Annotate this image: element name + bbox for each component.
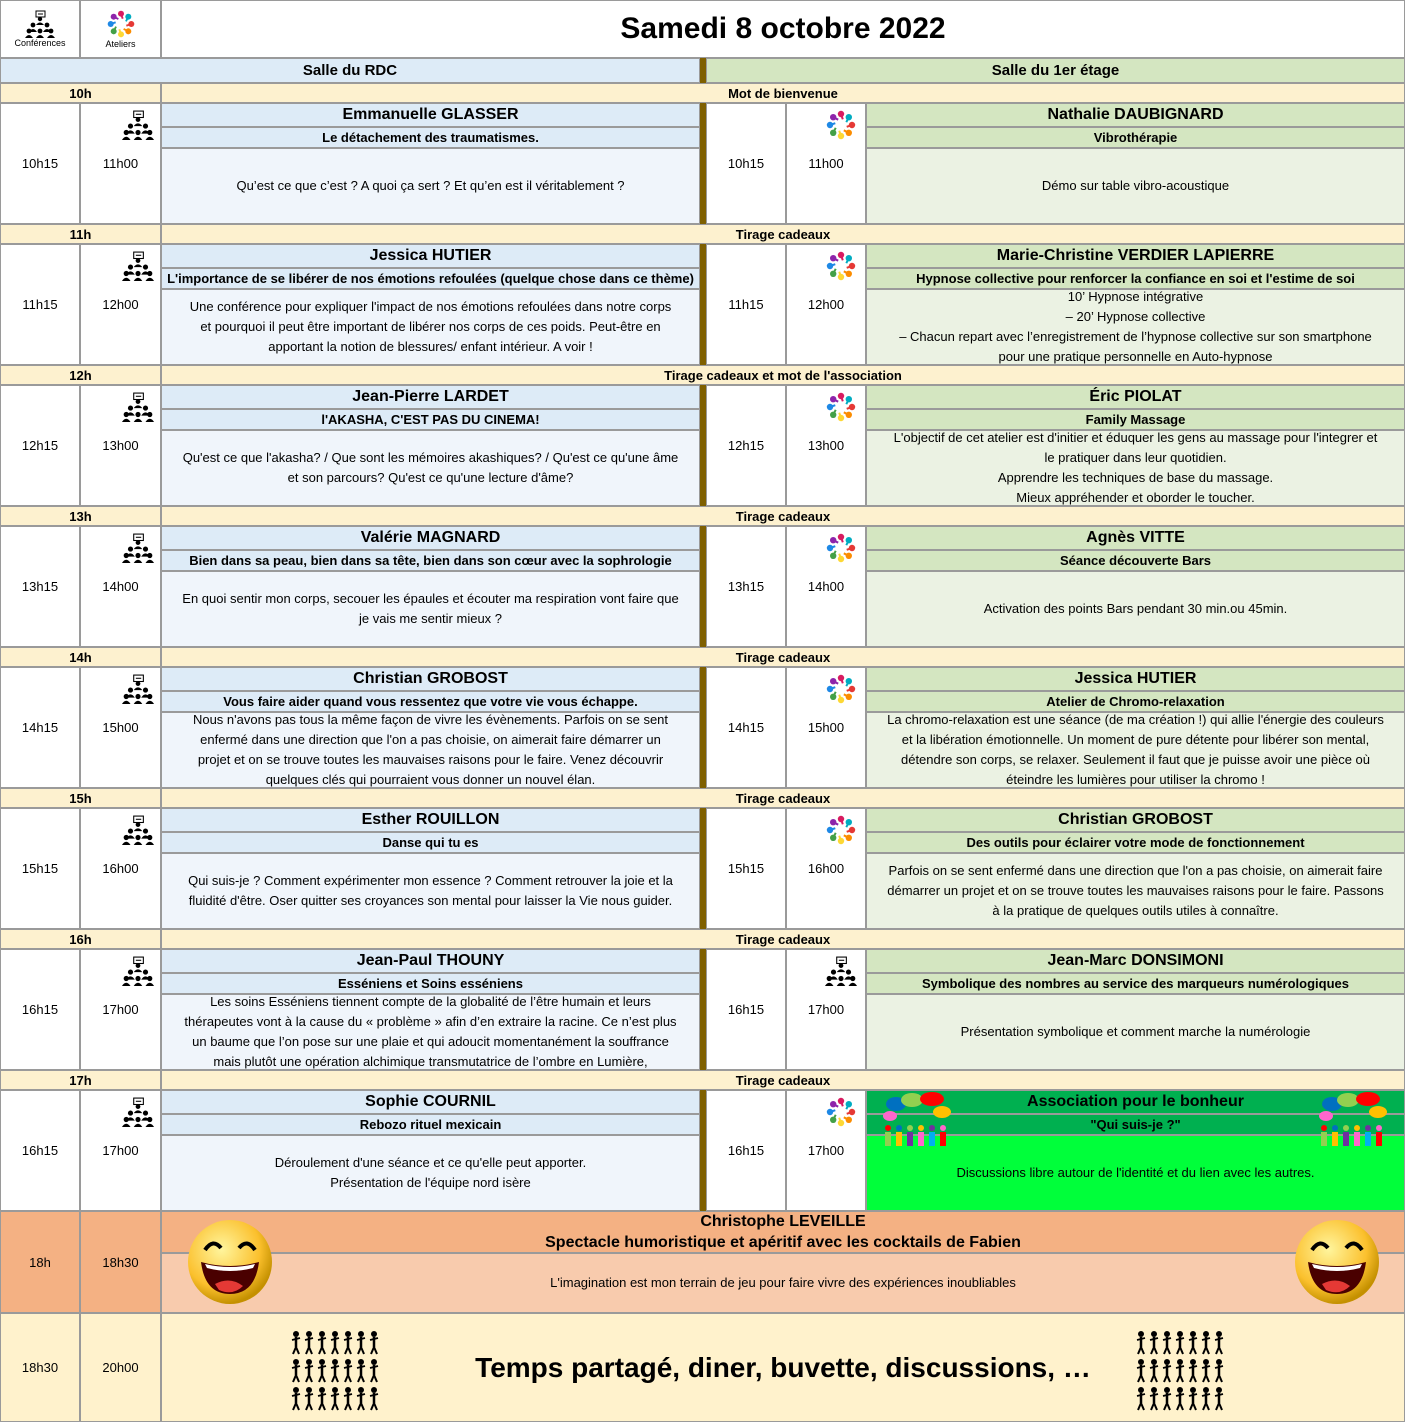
description-line: Parfois on se sent enfermé dans une direction que l'on a pas choisie, on aimerait faire [888, 863, 1383, 878]
hour-label: 14h [0, 647, 161, 667]
right-start-time: 16h15 [706, 1090, 786, 1211]
page-title: Samedi 8 octobre 2022 [161, 0, 1405, 58]
right-description [866, 148, 1405, 224]
hour-band-text: Tirage cadeaux [161, 224, 1405, 244]
show-speaker: Christophe LEVEILLE [700, 1213, 866, 1230]
conference-icon [120, 1096, 156, 1128]
description-line: – 20’ Hypnose collective [1065, 309, 1206, 324]
left-start-time: 15h15 [0, 808, 80, 929]
show-end-time: 18h30 [80, 1211, 161, 1313]
right-start-time: 12h15 [706, 385, 786, 506]
left-description [161, 148, 700, 224]
left-end-time: 11h00 [80, 103, 161, 224]
left-topic: Le détachement des traumatismes. [161, 127, 700, 148]
hour-band-text: Tirage cadeaux [161, 1070, 1405, 1090]
hour-label: 17h [0, 1070, 161, 1090]
description-line: Qui suis-je ? Comment expérimenter mon essence ? Comment retrouver la joie et la [188, 873, 673, 888]
right-topic: Vibrothérapie [866, 127, 1405, 148]
left-topic: L'importance de se libérer de nos émotions refoulées (quelque chose dans ce thème) [161, 268, 700, 289]
speech-bubbles-icon [1318, 1092, 1388, 1148]
show-description: L'imagination est mon terrain de jeu pour faire vivre des expériences inoubliables [161, 1253, 1405, 1313]
crowd-icon [290, 1326, 382, 1412]
left-end-time: 15h00 [80, 667, 161, 788]
left-topic: Esséniens et Soins esséniens [161, 973, 700, 994]
right-speaker: Agnès VITTE [866, 526, 1405, 550]
hour-label: 10h [0, 83, 161, 103]
right-end-time: 16h00 [786, 808, 866, 929]
atelier-icon [823, 249, 859, 283]
left-end-time: 13h00 [80, 385, 161, 506]
left-description [161, 712, 700, 788]
hour-label: 11h [0, 224, 161, 244]
hour-band-text: Mot de bienvenue [161, 83, 1405, 103]
atelier-icon [823, 531, 859, 565]
show-topic: Spectacle humoristique et apéritif avec les cocktails de Fabien [545, 1234, 1021, 1251]
description-line: Qu’est ce que c’est ? A quoi ça sert ? Et qu’en est il véritablement ? [236, 178, 625, 193]
right-topic: Atelier de Chromo-relaxation [866, 691, 1405, 712]
atelier-icon [823, 108, 859, 142]
left-description [161, 430, 700, 506]
hour-band-text: Tirage cadeaux et mot de l'association [161, 365, 1405, 385]
description-line: un baume que l’on pose sur une plaie et qui adoucit momentanément la souffrance [192, 1034, 669, 1049]
right-start-time: 11h15 [706, 244, 786, 365]
atelier-icon [823, 813, 859, 847]
hour-label: 16h [0, 929, 161, 949]
left-end-time: 16h00 [80, 808, 161, 929]
atelier-icon [105, 9, 137, 39]
hour-band-text: Tirage cadeaux [161, 788, 1405, 808]
closing-end-time: 20h00 [80, 1313, 161, 1422]
description-line: je vais me sentir mieux ? [358, 611, 503, 626]
description-line: Mieux appréhender et oborder le toucher. [1016, 490, 1255, 505]
description-line: Apprendre les techniques de base du massage. [997, 470, 1274, 485]
left-end-time: 17h00 [80, 1090, 161, 1211]
description-line: thérapeutes vont à la cause du « problème » afin d’en extraire la racine. Ce n’est plus [184, 1014, 677, 1029]
conference-icon [120, 814, 156, 846]
right-topic: Séance découverte Bars [866, 550, 1405, 571]
atelier-icon [823, 1095, 859, 1129]
description-line: Déroulement d'une séance et ce qu'elle peut apporter. [274, 1155, 587, 1170]
legend-ateliers [80, 0, 161, 58]
conference-icon [120, 109, 156, 141]
description-line: projet et on se trouve toutes les mauvaises raisons pour le faire. Venez découvrir [197, 752, 664, 767]
right-speaker: Marie-Christine VERDIER LAPIERRE [866, 244, 1405, 268]
right-start-time: 13h15 [706, 526, 786, 647]
description-line: Activation des points Bars pendant 30 min.ou 45min. [983, 601, 1288, 616]
right-description [866, 712, 1405, 788]
left-start-time: 16h15 [0, 1090, 80, 1211]
description-line: apportant la notion de blessures/ enfant intérieur. A voir ! [268, 339, 593, 354]
description-line: et son parcours? Qu'est ce qu'une lecture d'âme? [287, 470, 574, 485]
description-line: Présentation symbolique et comment marche la numérologie [960, 1024, 1311, 1039]
description-line: Présentation de l'équipe nord isère [330, 1175, 531, 1190]
laughing-smiley-icon [185, 1218, 275, 1306]
left-description [161, 289, 700, 365]
left-topic: Bien dans sa peau, bien dans sa tête, bien dans son cœur avec la sophrologie [161, 550, 700, 571]
right-speaker: Jean-Marc DONSIMONI [866, 949, 1405, 973]
right-start-time: 14h15 [706, 667, 786, 788]
atelier-icon [823, 390, 859, 424]
hour-label: 12h [0, 365, 161, 385]
left-speaker: Sophie COURNIL [161, 1090, 700, 1114]
description-line: et pourquoi il peut être important de libérer nos corps de ces poids. Peut-être en [200, 319, 661, 334]
right-speaker: Christian GROBOST [866, 808, 1405, 832]
hour-band-text: Tirage cadeaux [161, 647, 1405, 667]
left-topic: Vous faire aider quand vous ressentez que votre vie vous échappe. [161, 691, 700, 712]
hour-band-text: Tirage cadeaux [161, 506, 1405, 526]
room-header-right: Salle du 1er étage [706, 58, 1405, 83]
right-topic: Des outils pour éclairer votre mode de fonctionnement [866, 832, 1405, 853]
left-speaker: Emmanuelle GLASSER [161, 103, 700, 127]
right-end-time: 17h00 [786, 1090, 866, 1211]
right-end-time: 12h00 [786, 244, 866, 365]
right-description [866, 430, 1405, 506]
left-speaker: Jessica HUTIER [161, 244, 700, 268]
description-line: L'objectif de cet atelier est d'initier et éduquer les gens au massage pour l'integrer et [893, 430, 1378, 445]
legend-conferences-label: Conférences [14, 38, 66, 48]
right-speaker: Association pour le bonheur [866, 1090, 1405, 1114]
description-line: détendre son corps, se relaxer. Seulement il faut que je puisse avoir une pièce où [900, 752, 1370, 767]
conference-icon [25, 10, 55, 38]
show-start-time: 18h [0, 1211, 80, 1313]
description-line: Les soins Esséniens tiennent compte de la globalité de l’être humain et leurs [210, 994, 651, 1009]
conference-icon [120, 955, 156, 987]
right-topic: Hypnose collective pour renforcer la confiance en soi et l'estime de soi [866, 268, 1405, 289]
left-start-time: 11h15 [0, 244, 80, 365]
description-line: éteindre les lumières pour utiliser la chromo ! [1006, 772, 1265, 787]
left-end-time: 12h00 [80, 244, 161, 365]
right-start-time: 16h15 [706, 949, 786, 1070]
left-end-time: 14h00 [80, 526, 161, 647]
description-line: 10’ Hypnose intégrative [1067, 289, 1204, 304]
conference-icon [120, 673, 156, 705]
description-line: et la libération émotionnelle. Un moment de pure détente pour libérer son mental, [901, 732, 1370, 747]
left-description [161, 853, 700, 929]
left-speaker: Esther ROUILLON [161, 808, 700, 832]
right-topic: Family Massage [866, 409, 1405, 430]
speech-bubbles-icon [882, 1092, 952, 1148]
right-description [866, 853, 1405, 929]
closing-start-time: 18h30 [0, 1313, 80, 1422]
right-end-time: 17h00 [786, 949, 866, 1070]
right-description [866, 571, 1405, 647]
conference-icon [120, 250, 156, 282]
left-topic: l'AKASHA, C'EST PAS DU CINEMA! [161, 409, 700, 430]
left-topic: Rebozo rituel mexicain [161, 1114, 700, 1135]
left-speaker: Jean-Paul THOUNY [161, 949, 700, 973]
laughing-smiley-icon [1292, 1218, 1382, 1306]
right-description [866, 994, 1405, 1070]
description-line: Nous n'avons pas tous la même façon de vivre les évènements. Parfois on se sent [192, 712, 669, 727]
description-line: le pratiquer dans leur quotidien. [1044, 450, 1227, 465]
left-description [161, 994, 700, 1070]
conference-icon [120, 532, 156, 564]
left-start-time: 13h15 [0, 526, 80, 647]
left-end-time: 17h00 [80, 949, 161, 1070]
show-header [161, 1211, 1405, 1253]
right-speaker: Nathalie DAUBIGNARD [866, 103, 1405, 127]
description-line: Qu'est ce que l'akasha? / Que sont les mémoires akashiques? / Qu'est ce qu'une âme [182, 450, 679, 465]
description-line: démarrer un projet et on se trouve toutes les mauvaises raisons pour le faire. Passons [887, 883, 1384, 898]
right-end-time: 15h00 [786, 667, 866, 788]
description-line: fluidité d'être. Oser quitter ses croyances son mental pour laisser la Vie nous guider. [188, 893, 673, 908]
hour-label: 13h [0, 506, 161, 526]
left-speaker: Christian GROBOST [161, 667, 700, 691]
left-description [161, 571, 700, 647]
left-topic: Danse qui tu es [161, 832, 700, 853]
legend-conferences [0, 0, 80, 58]
closing-text: Temps partagé, diner, buvette, discussions, … [161, 1313, 1405, 1422]
description-line: Une conférence pour expliquer l'impact de nos émotions refoulées dans notre corps [189, 299, 672, 314]
description-line: pour une pratique personnelle en Auto-hypnose [998, 349, 1273, 364]
description-line: Discussions libre autour de l'identité et du lien avec les autres. [956, 1165, 1315, 1180]
left-start-time: 14h15 [0, 667, 80, 788]
right-end-time: 11h00 [786, 103, 866, 224]
column-separator [700, 58, 706, 83]
description-line: enfermé dans une direction que l'on a pas choisie, on aimerait faire démarrer un [200, 732, 661, 747]
room-header-left: Salle du RDC [0, 58, 700, 83]
right-topic: "Qui suis-je ?" [866, 1114, 1405, 1135]
description-line: Démo sur table vibro-acoustique [1041, 178, 1230, 193]
right-start-time: 10h15 [706, 103, 786, 224]
atelier-icon [823, 672, 859, 706]
right-end-time: 14h00 [786, 526, 866, 647]
left-start-time: 16h15 [0, 949, 80, 1070]
crowd-icon [1135, 1326, 1227, 1412]
conference-icon [823, 954, 859, 988]
left-description [161, 1135, 700, 1211]
right-speaker: Éric PIOLAT [866, 385, 1405, 409]
description-line: mais plutôt une opération alchimique transmutatrice de l’ombre en Lumière, [213, 1054, 648, 1069]
right-start-time: 15h15 [706, 808, 786, 929]
right-end-time: 13h00 [786, 385, 866, 506]
left-speaker: Jean-Pierre LARDET [161, 385, 700, 409]
description-line: La chromo-relaxation est une séance (de ma création !) qui allie l'énergie des couleurs [887, 712, 1384, 727]
conference-icon [120, 391, 156, 423]
left-start-time: 10h15 [0, 103, 80, 224]
description-line: à la pratique de quelques outils utiles à connaître. [992, 903, 1279, 918]
legend-ateliers-label: Ateliers [105, 39, 136, 49]
right-topic: Symbolique des nombres au service des marqueurs numérologiques [866, 973, 1405, 994]
description-line: En quoi sentir mon corps, secouer les épaules et écouter ma respiration vont faire que [182, 591, 679, 606]
left-start-time: 12h15 [0, 385, 80, 506]
description-line: quelques clés qui pourraient vous donner un nouvel élan. [265, 772, 596, 787]
left-speaker: Valérie MAGNARD [161, 526, 700, 550]
description-line: – Chacun repart avec l’enregistrement de l’hypnose collective sur son smartphone [899, 329, 1372, 344]
right-description [866, 289, 1405, 365]
hour-band-text: Tirage cadeaux [161, 929, 1405, 949]
right-speaker: Jessica HUTIER [866, 667, 1405, 691]
hour-label: 15h [0, 788, 161, 808]
